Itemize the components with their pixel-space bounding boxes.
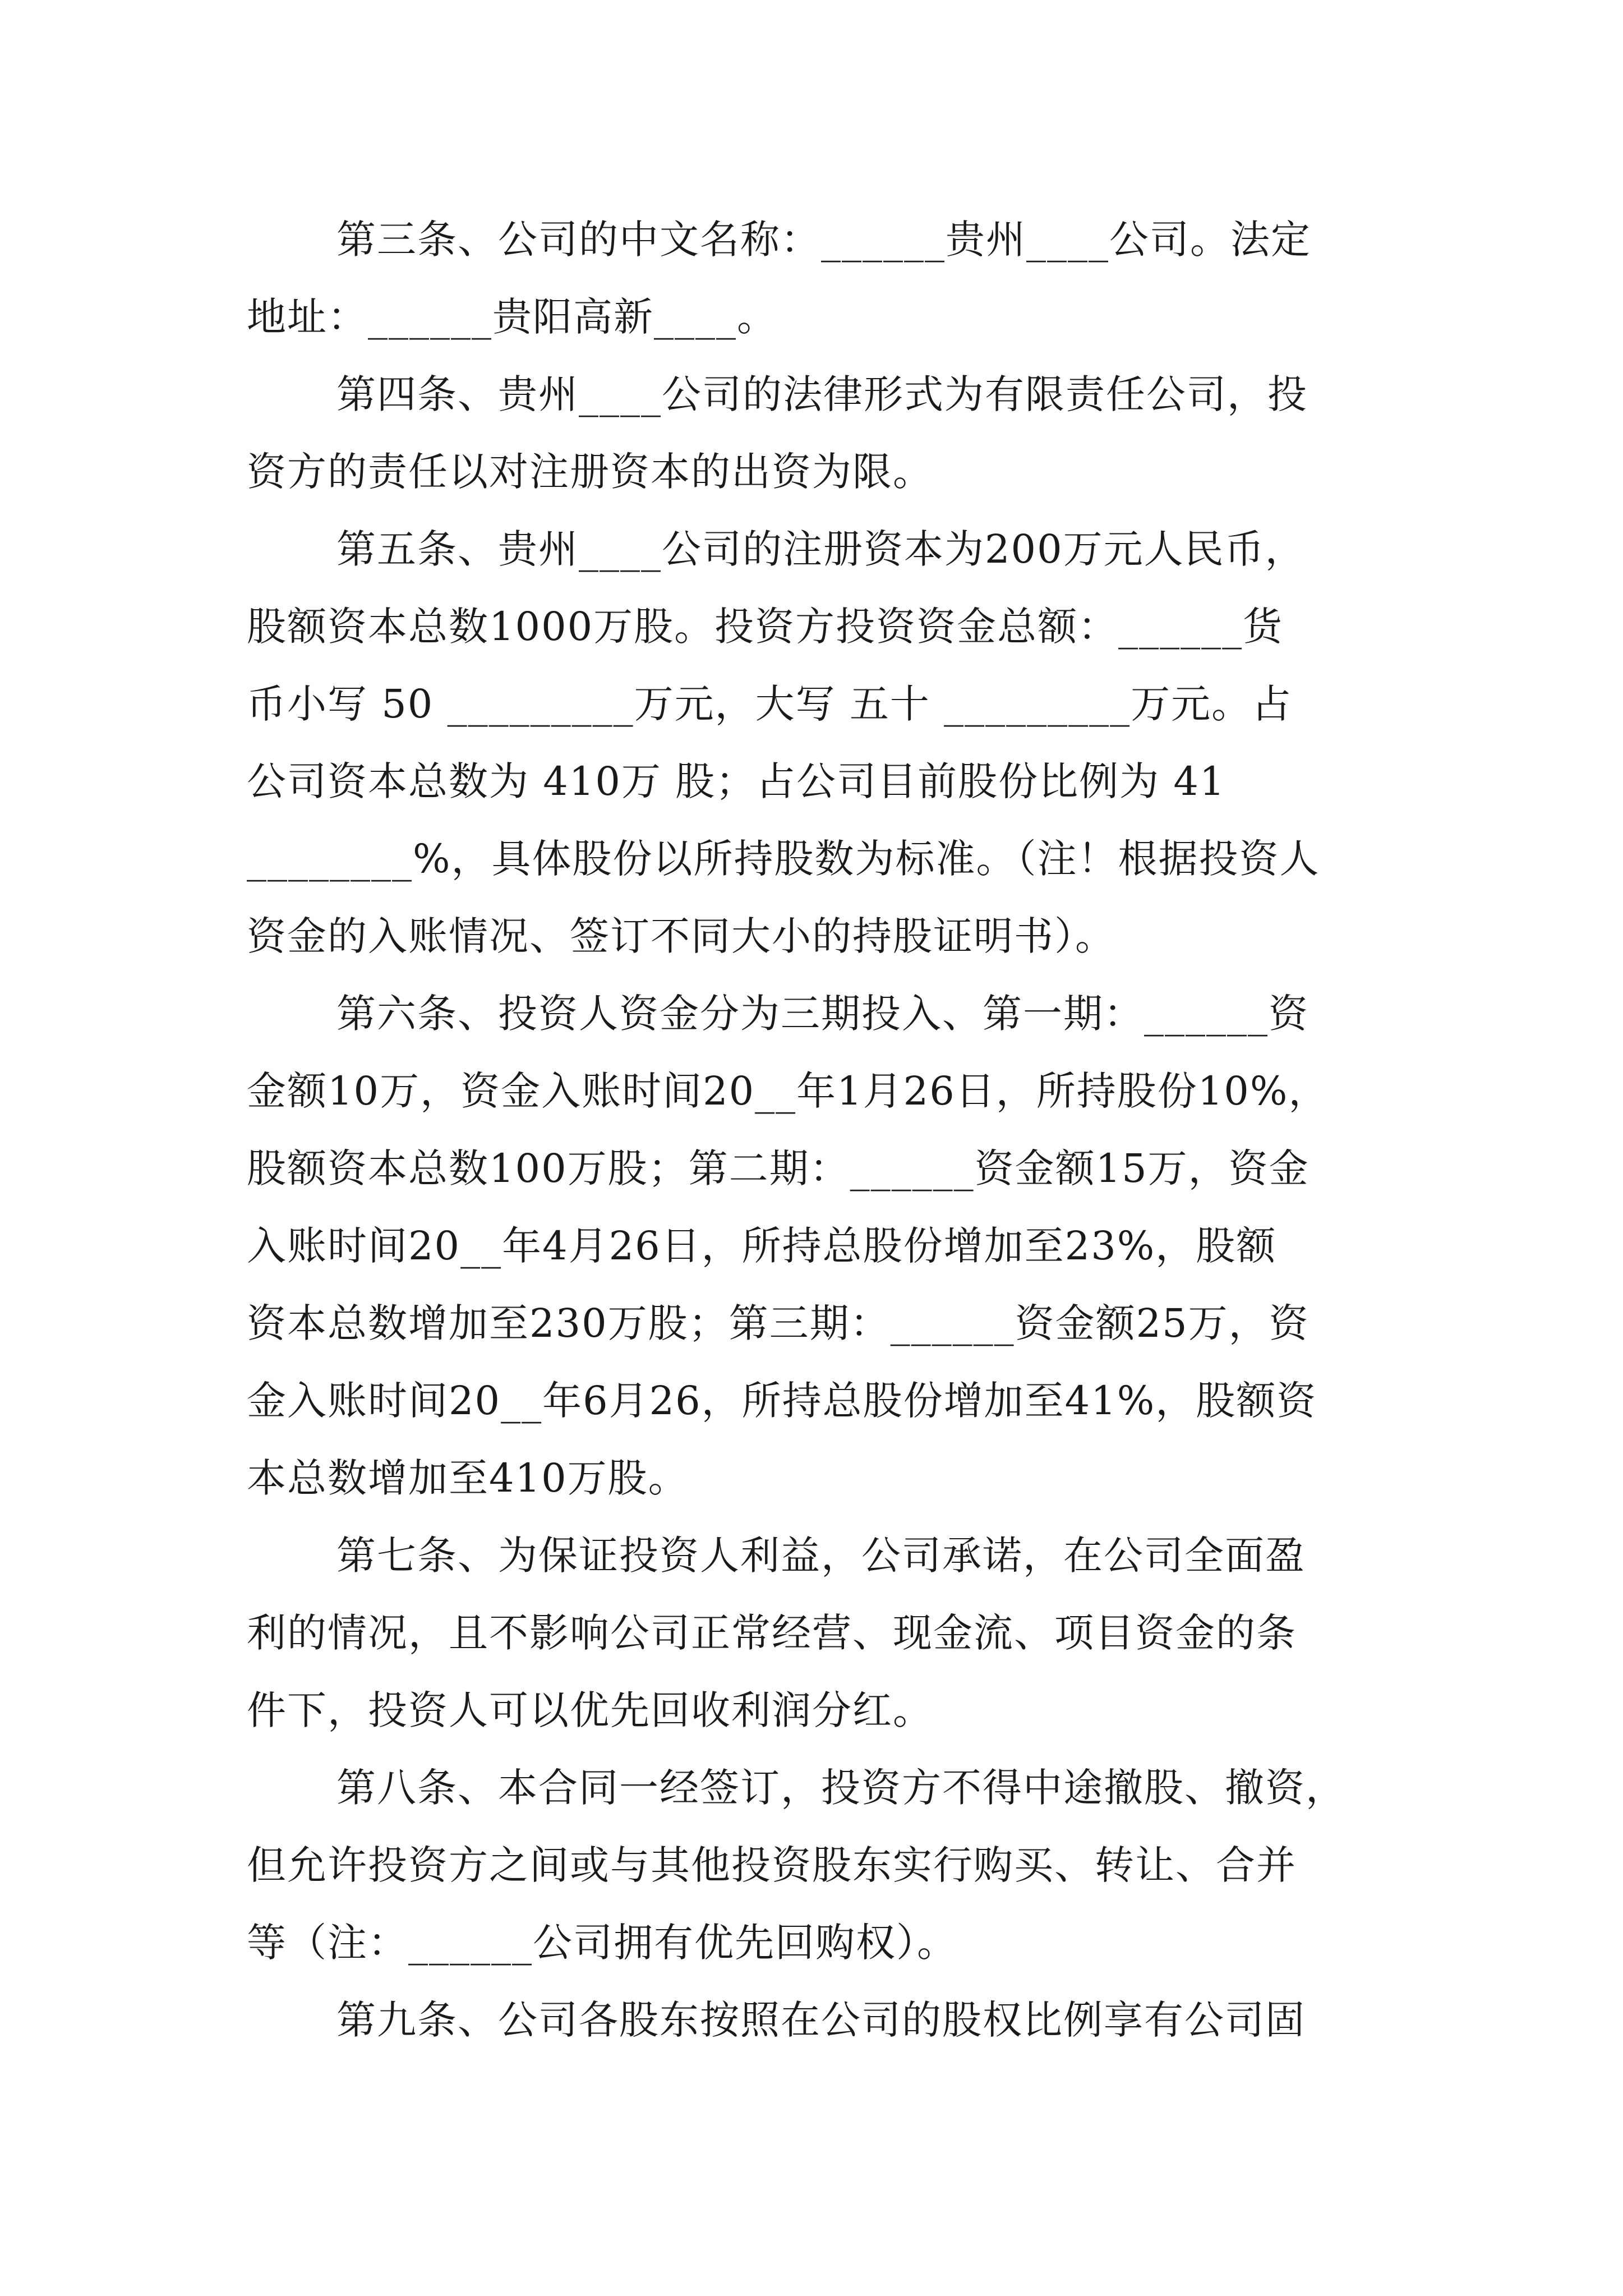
document-body — [247, 214, 1385, 2072]
article-5-line-1: 第五条、贵州____公司的注册资本为200万元人民币， — [336, 526, 1306, 572]
article-8-line-1: 第八条、本合同一经签订，投资方不得中途撤股、撤资， — [336, 1765, 1346, 1811]
article-8-line-2: 但允许投资方之间或与其他投资股东实行购买、转让、合并 — [247, 1842, 1297, 1888]
article-8-line-3: 等（注：______公司拥有优先回购权）。 — [247, 1920, 957, 1966]
article-4-line-2: 资方的责任以对注册资本的出资为限。 — [247, 449, 933, 495]
article-6-line-6: 金入账时间20__年6月26，所持总股份增加至41%，股额资 — [247, 1378, 1317, 1424]
article-7-line-3: 件下，投资人可以优先回收利润分红。 — [247, 1687, 933, 1733]
article-5-line-4: 公司资本总数为 410万 股；占公司目前股份比例为 41 — [247, 758, 1226, 804]
article-6-line-5: 资本总数增加至230万股；第三期：______资金额25万，资 — [247, 1300, 1310, 1346]
article-3-line-2: 地址：______贵阳高新____。 — [247, 294, 777, 340]
article-5-line-2: 股额资本总数1000万股。投资方投资资金总额：______货 — [247, 604, 1284, 650]
article-4-line-1: 第四条、贵州____公司的法律形式为有限责任公司，投 — [336, 371, 1308, 417]
article-9-line-1: 第九条、公司各股东按照在公司的股权比例享有公司固 — [336, 1997, 1306, 2043]
article-5-line-3: 币小写 50 _________万元，大写 五十 _________万元。占 — [247, 681, 1293, 727]
article-6-line-7: 本总数增加至410万股。 — [247, 1455, 689, 1501]
article-7-line-2: 利的情况，且不影响公司正常经营、现金流、项目资金的条 — [247, 1610, 1297, 1656]
article-7-line-1: 第七条、为保证投资人利益，公司承诺，在公司全面盈 — [336, 1533, 1306, 1579]
article-6-line-4: 入账时间20__年4月26日，所持总股份增加至23%，股额 — [247, 1223, 1277, 1269]
article-6-line-3: 股额资本总数100万股；第二期：______资金额15万，资金 — [247, 1145, 1310, 1191]
article-5-line-5: ________%，具体股份以所持股数为标准。（注！根据投资人 — [247, 836, 1320, 882]
article-6-line-1: 第六条、投资人资金分为三期投入、第一期：______资 — [336, 991, 1309, 1037]
article-6-line-2: 金额10万，资金入账时间20__年1月26日，所持股份10%， — [247, 1068, 1329, 1114]
article-5-line-6: 资金的入账情况、签订不同大小的持股证明书）。 — [247, 913, 1115, 959]
article-3-line-1: 第三条、公司的中文名称：______贵州____公司。法定 — [336, 217, 1311, 263]
